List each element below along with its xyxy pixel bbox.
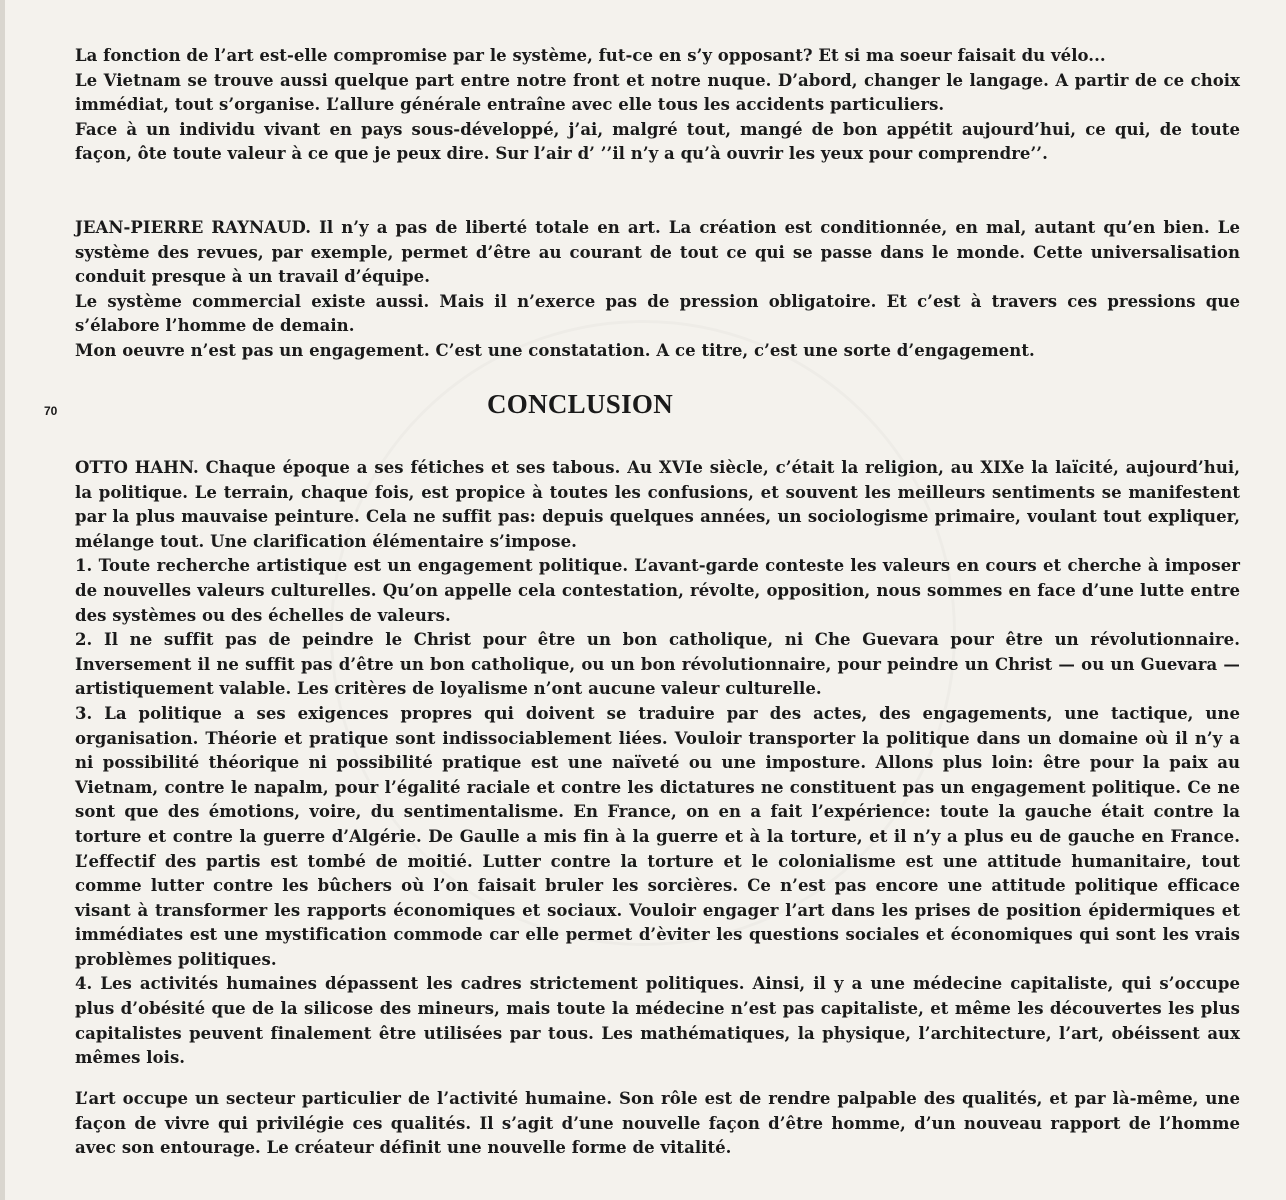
- paragraph: [75, 216, 1240, 290]
- paragraph: La fonction de l’art est-elle compromise par le système, fut-ce en s’y opposant? Et si ma soeur faisait du vélo...: [75, 46, 1106, 65]
- paragraph-text: Chaque époque a ses fétiches et ses tabous. Au XVIe siècle, c’était la religion, au XIXe la laïcité, aujourd’hui, la politique. Le terrain, chaque fois, est propice à toutes les confusions, et souvent les meilleurs sentiments se manifestent par la plus mauvaise peinture. Cela ne suffit pas: depuis quelques années, un sociologisme primaire, voulant tout expliquer, mélange tout. Une clarification élémentaire s’impose.: [75, 458, 1241, 551]
- top-section: [75, 44, 1240, 167]
- page-number: 70: [44, 404, 58, 418]
- paragraph: Mon oeuvre n’est pas un engagement. C’est une constatation. A ce titre, c’est une sorte d’engagement.: [75, 340, 1035, 360]
- numbered-point: 2. Il ne suffit pas de peindre le Christ pour être un bon catholique, ni Che Guevara pour être un révolutionnaire. Inversement il ne suffit pas d’être un bon catholique, ou un bon révolutionnaire, pour peindre un Christ — ou un Guevara — artistiquement valable. Les critères de loyalisme n’ont aucune valeur culturelle.: [75, 630, 1240, 699]
- paragraph: Face à un individu vivant en pays sous-développé, j’ai, malgré tout, mangé de bon appétit aujourd’hui, ce qui, de toute façon, ôte toute valeur à ce que je peux dire. Sur l’air d’ ’’il n’y a qu’à ouvrir les yeux pour comprendre’’.: [75, 119, 1240, 164]
- page-edge: [0, 0, 5, 1200]
- speaker-name: JEAN-PIERRE RAYNAUD.: [75, 218, 312, 237]
- paragraph-text: Il n’y a pas de liberté totale en art. La création est conditionnée, en mal, autant qu’en bien. Le système des revues, par exemple, permet d’être au courant de tout ce qui se passe dans le monde. Cette universalisation conduit presque à un travail d’équipe.: [75, 218, 1240, 287]
- section-heading: CONCLUSION: [486, 389, 674, 419]
- raynaud-section: [75, 216, 1240, 364]
- conclusion-section: [75, 456, 1240, 1071]
- paragraph: Le Vietnam se trouve aussi quelque part entre notre front et notre nuque. D’abord, changer le langage. A partir de ce choix immédiat, tout s’organise. L’allure générale entraîne avec elle tous les accidents particuliers.: [75, 70, 1240, 115]
- closing-paragraph: L’art occupe un secteur particulier de l’activité humaine. Son rôle est de rendre palpable des qualités, et par là-même, une façon de vivre qui privilégie ces qualités. Il s’agit d’une nouvelle façon d’être homme, d’un nouveau rapport de l’homme avec son entourage. Le créateur définit une nouvelle forme de vitalité.: [75, 1089, 1240, 1158]
- closing-section: [75, 1087, 1240, 1161]
- numbered-point: 3. La politique a ses exigences propres qui doivent se traduire par des actes, des engagements, une tactique, une organisation. Théorie et pratique sont indissociablement liées. Vouloir transporter la politique dans un domaine où il n’y a ni possibilité théorique ni possibilité pratique est une naïveté ou une imposture. Allons plus loin: être pour la paix au Vietnam, contre le napalm, pour l’égalité raciale et contre les dictatures ne constituent pas un engagement politique. Ce ne sont que des émotions, voire, du sentimentalisme. En France, on en a fait l’expérience: toute la gauche était contre la torture et contre la guerre d’Algérie. De Gaulle a mis fin à la guerre et à la torture, et il n’y a plus eu de gauche en France. L’effectif des partis est tombé de moitié. Lutter contre la torture et le colonialisme est une attitude humanitaire, tout comme lutter contre les bûchers où l’on faisait bruler les sorcières. Ce n’est pas encore une attitude politique efficace visant à transformer les rapports économiques et sociaux. Vouloir engager l’art dans les prises de position épidermiques et immédiates est une mystification commode car elle permet d’èviter les questions sociales et économiques qui sont les vrais problèmes politiques.: [75, 703, 1240, 969]
- speaker-name: OTTO HAHN.: [75, 458, 199, 477]
- numbered-point: 4. Les activités humaines dépassent les cadres strictement politiques. Ainsi, il y a une médecine capitaliste, qui s’occupe plus d’obésité que de la silicose des mineurs, mais toute la médecine n’est pas capitaliste, et même les découvertes les plus capitalistes peuvent finalement être utilisées par tous. Les mathématiques, la physique, l’architecture, l’art, obéissent aux mêmes lois.: [75, 974, 1240, 1068]
- numbered-point: 1. Toute recherche artistique est un engagement politique. L’avant-garde conteste les valeurs en cours et cherche à imposer de nouvelles valeurs culturelles. Qu’on appelle cela contestation, révolte, opposition, nous sommes en face d’une lutte entre des systèmes ou des échelles de valeurs.: [75, 556, 1240, 625]
- paragraph: Le système commercial existe aussi. Mais il n’exerce pas de pression obligatoire. Et c’est à travers ces pressions que s’élabore l’homme de demain.: [75, 291, 1240, 336]
- paragraph: [75, 456, 1240, 554]
